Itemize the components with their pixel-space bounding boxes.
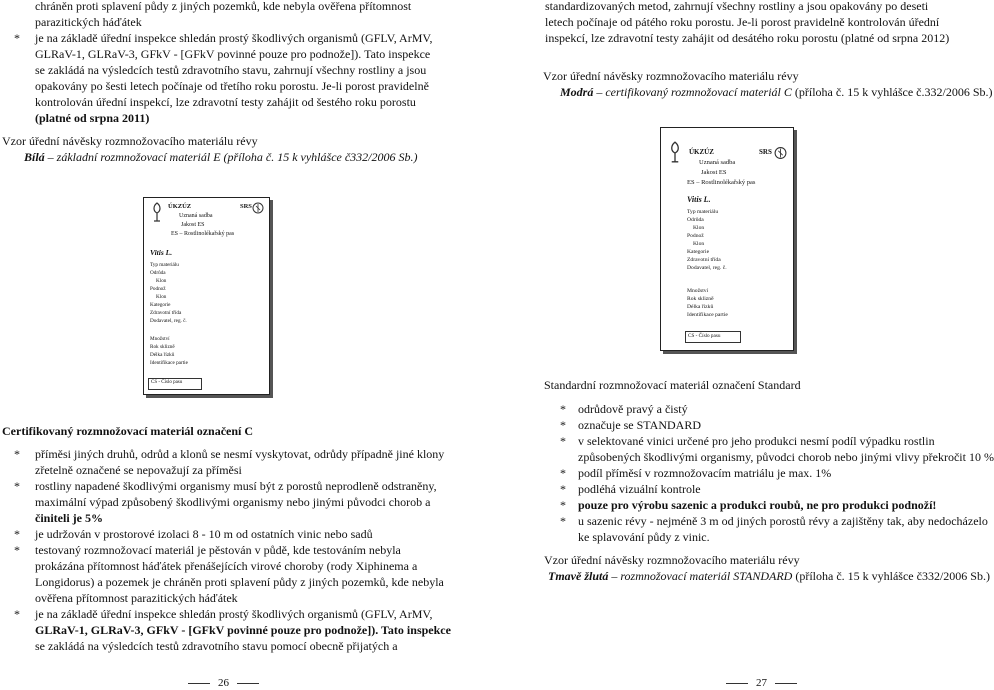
bullet-star: * [560,418,566,432]
label-field: Klon [156,278,167,284]
label-srs: SRS [240,203,252,210]
left-top-line: opakovány po šesti letech počínaje od třetího roku porostu. Je-li porost pravidelně [35,79,429,93]
label-sample-white [143,197,270,395]
ukzuz-logo-icon [668,140,682,164]
label-line: ES – Rostlinolékařský pas [171,231,235,237]
label-field: Rok sklizně [687,296,714,302]
left-top-line: je na základě úřední inspekce shledán prostý škodlivých organismů (GFLV, ArMV, [35,31,433,45]
right-vzor1-intro: Vzor úřední návěsky rozmnožovacího materiálu révy [543,69,799,83]
label-species: Vitis L. [150,248,173,257]
label-field: Množství [150,336,170,342]
bullet-star: * [560,498,566,512]
right-std-line: ke splavování půdy z vinic. [578,530,710,544]
label-species: Vitis L. [687,195,711,204]
left-cert-line: rostliny napadené škodlivými organismy musí být z porostů neprodleně odstraněny, [35,479,437,493]
label-line: ES – Rostlinolékařský pas [687,179,756,186]
label-color-white: Bílá [24,150,45,164]
label-line: Uznaná sadba [179,213,213,219]
bullet-star: * [560,482,566,496]
right-std-heading: Standardní rozmnožovací materiál označení Standard [544,378,801,392]
label-field: Množství [687,288,709,294]
right-top-line: inspekcí, lze zdravotní testy zahájit od desátého roku porostu (platné od srpna 2012) [545,31,950,45]
left-cert-line: ověřena přítomnost parazitických háďátek [35,591,238,605]
srs-logo-icon [774,145,787,161]
label-field: Typ materiálu [150,262,179,268]
label-org: ÚKZÚZ [689,148,714,156]
bullet-star: * [14,31,20,45]
label-field: Odrůda [150,270,166,276]
bullet-star: * [14,479,20,493]
left-top-line: kontrolován úřední inspekcí, lze zdravotní testy zahájit od šestého roku porostu [35,95,416,109]
bullet-star: * [560,402,566,416]
bullet-star: * [14,607,20,621]
label-field: Identifikace partie [150,360,188,366]
right-std-line: u sazenic révy - nejméně 3 m od jiných porostů révy a zajištěny tak, aby nedocházelo [578,514,988,528]
bullet-star: * [560,514,566,528]
left-cert-heading: Certifikovaný rozmnožovací materiál označení C [2,424,254,438]
right-vzor2-desc: Tmavě žlutá – rozmnožovací materiál STANDARD (příloha č. 15 k vyhlášce č332/2006 Sb.) [548,569,990,583]
right-std-line: způsobených škodlivými organismy, původci chorob nebo jinými vlivy překročit 10 % [578,450,994,464]
bullet-star: * [560,466,566,480]
label-field: Kategorie [687,249,710,255]
bullet-star: * [560,434,566,448]
right-std-line: označuje se STANDARD [578,418,702,432]
label-srs: SRS [759,148,772,156]
page-number-right: 27 [718,676,805,690]
label-field: Podnož [150,286,166,292]
passport-number-box [685,331,741,343]
right-std-line: pouze pro výrobu sazenic a produkci roubů, ne pro produkci podnoží! [578,498,937,512]
label-line: Jakost ES [181,222,205,228]
left-top-line: chráněn proti splavení půdy z jiných pozemků, kde nebyla ověřena přítomnost [35,0,412,13]
label-field: Délka řízků [150,352,175,358]
left-cert-line: činiteli je 5% [35,511,103,525]
bullet-star: * [14,543,20,557]
right-std-line: v selektované vinici určené pro jeho produkci nesmí podíl výpadku rostlin [578,434,935,448]
label-field: Dodavatel, reg. č. [150,318,187,324]
left-vzor-intro: Vzor úřední návěsky rozmnožovacího materiálu révy [2,134,258,148]
label-field: Zdravotní třída [687,257,721,263]
passport-number-box [148,378,202,390]
left-top-line: se zakládá na výsledcích testů zdravotního stavu, zahrnují všechny rostliny a jsou [35,63,427,77]
left-cert-line: příměsi jiných druhů, odrůd a klonů se nesmí vyskytovat, odrůdy případně jiné klony [35,447,445,461]
label-line: Jakost ES [701,169,727,176]
label-field: Podnož [687,233,704,239]
right-top-line: standardizovaných metod, zahrnují všechny rostliny a jsou opakovány po deseti [545,0,929,13]
bullet-star: * [14,527,20,541]
left-cert-line: se zakládá na výsledcích testů zdravotního stavu pomocí obecně přijatých a [35,639,398,653]
left-vzor-rest: základní rozmnožovací materiál E (příloha č. 15 k vyhlášce č332/2006 Sb.) [56,150,418,164]
label-field: Klon [693,225,705,231]
right-top-line: letech počínaje od pátého roku porostu. Je-li porost pravidelně kontrolován úřední [545,15,940,29]
label-color-dark-yellow: Tmavě žlutá [548,569,609,583]
label-field: Kategorie [150,302,171,308]
label-field: Zdravotní třída [150,310,182,316]
label-field: Dodavatel, reg. č. [687,265,727,271]
label-line: Uznaná sadba [699,159,736,166]
ukzuz-logo-icon [151,201,163,223]
label-org: ÚKZÚZ [168,203,192,210]
label-field: Klon [693,241,705,247]
label-footer: CS - Číslo pasu [688,333,721,339]
right-vzor2-intro: Vzor úřední návěsky rozmnožovacího materiálu révy [544,553,800,567]
label-sample-blue [660,127,794,351]
right-std-line: odrůdově pravý a čistý [578,402,688,416]
srs-logo-icon [252,201,264,215]
left-cert-line: maximální výpad způsobený škodlivými organismy nebo jinými původci chorob a [35,495,431,509]
left-top-line: GLRaV-1, GLRaV-3, GFkV - [GFkV povinné pouze pro podnože]). Tato inspekce [35,47,431,61]
left-cert-line: je na základě úřední inspekce shledán prostý škodlivých organismů (GFLV, ArMV, [35,607,433,621]
bullet-star: * [14,447,20,461]
label-field: Rok sklizně [150,344,175,350]
left-top-line: (platné od srpna 2011) [35,111,150,125]
left-cert-line: GLRaV-1, GLRaV-3, GFkV - [GFkV povinné pouze pro podnože]). Tato inspekce [35,623,451,637]
label-field: Klon [156,294,167,300]
left-cert-line: Longidorus) a pozemek je chráněn proti splavení půdy z jiných pozemků, kde nebyla [35,575,444,589]
label-field: Typ materiálu [687,209,719,215]
left-cert-line: prokázána přítomnost háďátek přenášejících virové choroby (rody Xiphinema a [35,559,418,573]
right-std-line: podléhá vizuální kontrole [578,482,701,496]
left-vzor-desc: Bílá – základní rozmnožovací materiál E (příloha č. 15 k vyhlášce č332/2006 Sb.) [24,150,418,164]
label-footer: CS - Číslo pasu [151,380,183,385]
left-cert-line: zřetelně označené se nepovažují za příměsi [35,463,242,477]
page-number-left: 26 [180,676,267,690]
left-top-line: parazitických háďátek [35,15,142,29]
right-std-line: podíl příměsí v rozmnožovacím matriálu je max. 1% [578,466,832,480]
left-cert-line: je udržován v prostorové izolaci 8 - 10 m od ostatních vinic nebo sadů [35,527,373,541]
label-field: Odrůda [687,217,704,223]
label-color-blue: Modrá [560,85,594,99]
label-field: Délka řízků [687,304,714,310]
right-vzor1-desc: Modrá – certifikovaný rozmnožovací materiál C (příloha č. 15 k vyhlášce č.332/2006 Sb.) [560,85,993,99]
label-field: Identifikace partie [687,312,728,318]
left-cert-line: testovaný rozmnožovací materiál je pěstován v půdě, kde testováním nebyla [35,543,401,557]
